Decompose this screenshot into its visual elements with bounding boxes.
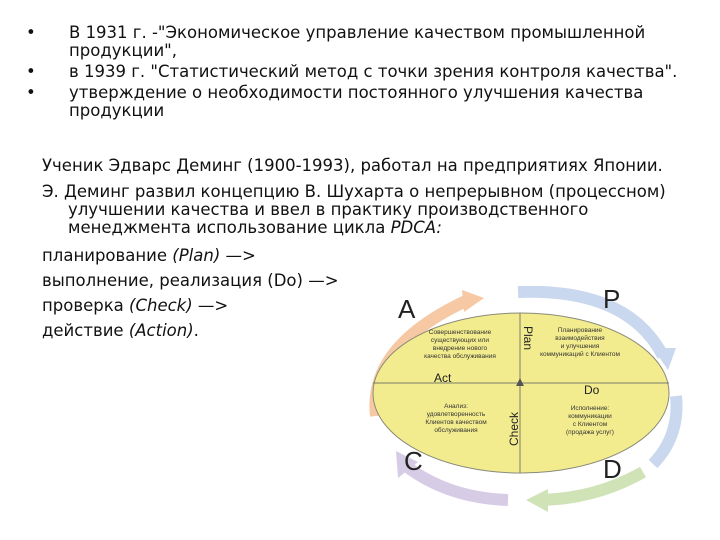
check-text-1: Анализ: xyxy=(444,403,468,410)
act-text-4: качества обслуживания xyxy=(424,353,496,360)
act-text-2: существующих или xyxy=(430,337,490,344)
plan-text-2: взаимодействия xyxy=(555,335,605,342)
plan-text-4: коммуникаций с Клиентом xyxy=(540,351,620,358)
plan-text-1: Планирование xyxy=(557,327,603,334)
bullet-text: В 1931 г. -"Экономическое управление качеством промышленной продукции", xyxy=(69,23,646,60)
deming-concept xyxy=(42,183,712,237)
letter-d: D xyxy=(603,454,622,484)
history-bullet-list xyxy=(22,24,712,123)
pdca-cycle-diagram xyxy=(358,286,688,516)
plan-text-3: и улучшения xyxy=(560,343,600,350)
step-do: выполнение, реализация (Do) —> xyxy=(42,271,339,290)
step-act: действие (Action). xyxy=(42,321,199,340)
arc-bottom-right-arrow xyxy=(543,472,643,500)
bullet-text: в 1939 г. "Статистический метод с точки зрения контроля качества". xyxy=(69,62,678,81)
title-do: Do xyxy=(584,383,600,397)
title-check: Check xyxy=(507,411,521,446)
do-text-4: (продажа услуг) xyxy=(566,429,614,436)
bullet-text: утверждение о необходимости постоянного улучшения качества продукции xyxy=(69,83,644,120)
check-text-4: обслуживания xyxy=(434,427,478,434)
do-text-3: с Клиентом xyxy=(572,421,608,428)
check-text-3: Клиентов качеством xyxy=(425,419,487,426)
pdca-label: PDCA: xyxy=(390,218,442,237)
pdca-steps xyxy=(42,243,339,343)
bullet-item: • В 1931 г. -"Экономическое управление качеством промышленной продукции", xyxy=(26,23,646,60)
deming-intro: Ученик Эдварс Деминг (1900-1993), работал на предприятиях Японии. xyxy=(42,156,663,175)
title-act: Act xyxy=(434,371,452,385)
title-plan: Plan xyxy=(521,326,535,351)
step-check: проверка (Check) —> xyxy=(42,296,229,315)
act-text-3: внедрение нового xyxy=(432,345,488,352)
do-text-2: коммуникации xyxy=(568,413,612,420)
concept-continuation: улучшении качества и ввел в практику производственного менеджмента использование цикла PDCA: xyxy=(68,200,589,237)
letter-p: P xyxy=(603,286,621,314)
letter-a: A xyxy=(398,294,416,324)
bullet-item: • утверждение о необходимости постоянного улучшения качества продукции xyxy=(26,83,644,120)
letter-c: C xyxy=(404,446,423,476)
check-text-2: удовлетворенность xyxy=(426,411,486,418)
do-text-1: Исполнение: xyxy=(570,405,610,412)
arrowhead-bottom xyxy=(526,489,548,512)
arrowhead-top-left xyxy=(462,290,484,312)
concept-first-line: Э. Деминг развил концепцию В. Шухарта о непрерывном (процессном) xyxy=(42,182,666,201)
step-plan: планирование (Plan) —> xyxy=(42,246,256,265)
act-text-1: Совершенствование xyxy=(428,329,492,336)
bullet-item: • в 1939 г. "Статистический метод с точки зрения контроля качества". xyxy=(26,62,678,81)
